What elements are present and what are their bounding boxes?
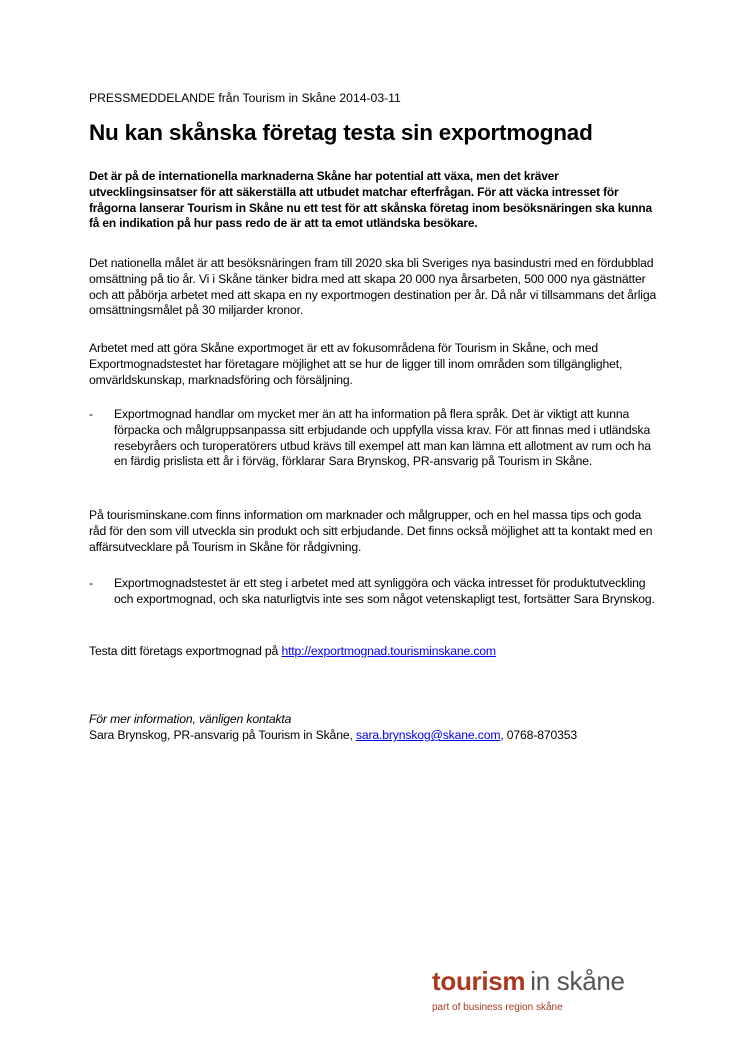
logo-word-tourism: tourism bbox=[432, 966, 526, 996]
body-paragraph-goals: Det nationella målet är att besöksnäringen fram till 2020 ska bli Sveriges nya basindustri med en fördubblad omsättning på tio år. Vi i Skåne tänker bidra med att skapa 20 000 nya årsarbeten, 500 000 nya gästnätter och att påbörja arbetet med att skapa en ny exportmogen destination per år. Då når vi tillsammans det årliga omsättningsmålet på 30 miljarder kronor. bbox=[89, 256, 657, 318]
press-release-header: PRESSMEDDELANDE från Tourism in Skåne 2014-03-11 bbox=[89, 91, 401, 105]
contact-line bbox=[89, 728, 661, 744]
page-title: Nu kan skånska företag testa sin exportmognad bbox=[89, 120, 593, 145]
test-link-prefix: Testa ditt företags exportmognad på bbox=[89, 644, 282, 658]
body-paragraph-focus: Arbetet med att göra Skåne exportmoget är ett av fokusområdena för Tourism in Skåne, och med Exportmognadstestet har företagare möjlighet att se hur de ligger till inom områden som tillgänglighet, omvärldskunskap, marknadsföring och försäljning. bbox=[89, 341, 623, 387]
body-paragraph-website: På tourisminskane.com finns information om marknader och målgrupper, och en hel massa tips och goda råd för den som vill utveckla sin produkt och sitt erbjudande. Det finns också möjlighet att ta kontakt med en affärsutvecklare på Tourism in Skåne för rådgivning. bbox=[89, 508, 653, 554]
contact-heading: För mer information, vänligen kontakta bbox=[89, 712, 292, 726]
logo-tagline: part of business region skåne bbox=[432, 1002, 563, 1013]
lead-paragraph: Det är på de internationella marknaderna Skåne har potential att växa, men det kräver utvecklingsinsatser för att säkerställa att utbudet matchar efterfrågan. För att väcka intresset för frågorna lanserar Tourism in Skåne nu ett test för att skånska företag inom besöksnäringen ska kunna få en indikation på hur pass redo de är att ta emot utländska besökare. bbox=[89, 169, 652, 231]
tourism-in-skane-logo bbox=[432, 966, 672, 1022]
exportmognad-link[interactable]: http://exportmognad.tourisminskane.com bbox=[281, 644, 496, 658]
bullet-dash: - bbox=[89, 576, 93, 590]
logo-word-in-skane: in skåne bbox=[530, 966, 625, 996]
logo-wordmark bbox=[432, 966, 672, 996]
contact-email-link[interactable]: sara.brynskog@skane.com bbox=[355, 728, 501, 742]
bullet-dash: - bbox=[89, 407, 93, 421]
test-link-line bbox=[89, 644, 661, 660]
quote-text: Exportmognad handlar om mycket mer än att ha information på flera språk. Det är viktigt att kunna förpacka och målgruppsanpassa sitt erbjudande och uppfylla vissa krav. För att finnas med i utländska resebyråers och turoperatörers utbud krävs till exempel att man kan lämna ett allotment av rum och ha en färdig prislista ett år i förväg, förklarar Sara Brynskog, PR-ansvarig på Tourism in Skåne. bbox=[114, 407, 651, 469]
contact-phone: , 0768-870353 bbox=[500, 728, 577, 742]
quote-text: Exportmognadstestet är ett steg i arbetet med att synliggöra och väcka intresset för produktutveckling och exportmognad, och ska naturligtvis inte ses som något vetenskapligt test, fortsätter Sara Brynskog. bbox=[114, 576, 655, 606]
contact-name: Sara Brynskog, PR-ansvarig på Tourism in Skåne, bbox=[89, 728, 356, 742]
